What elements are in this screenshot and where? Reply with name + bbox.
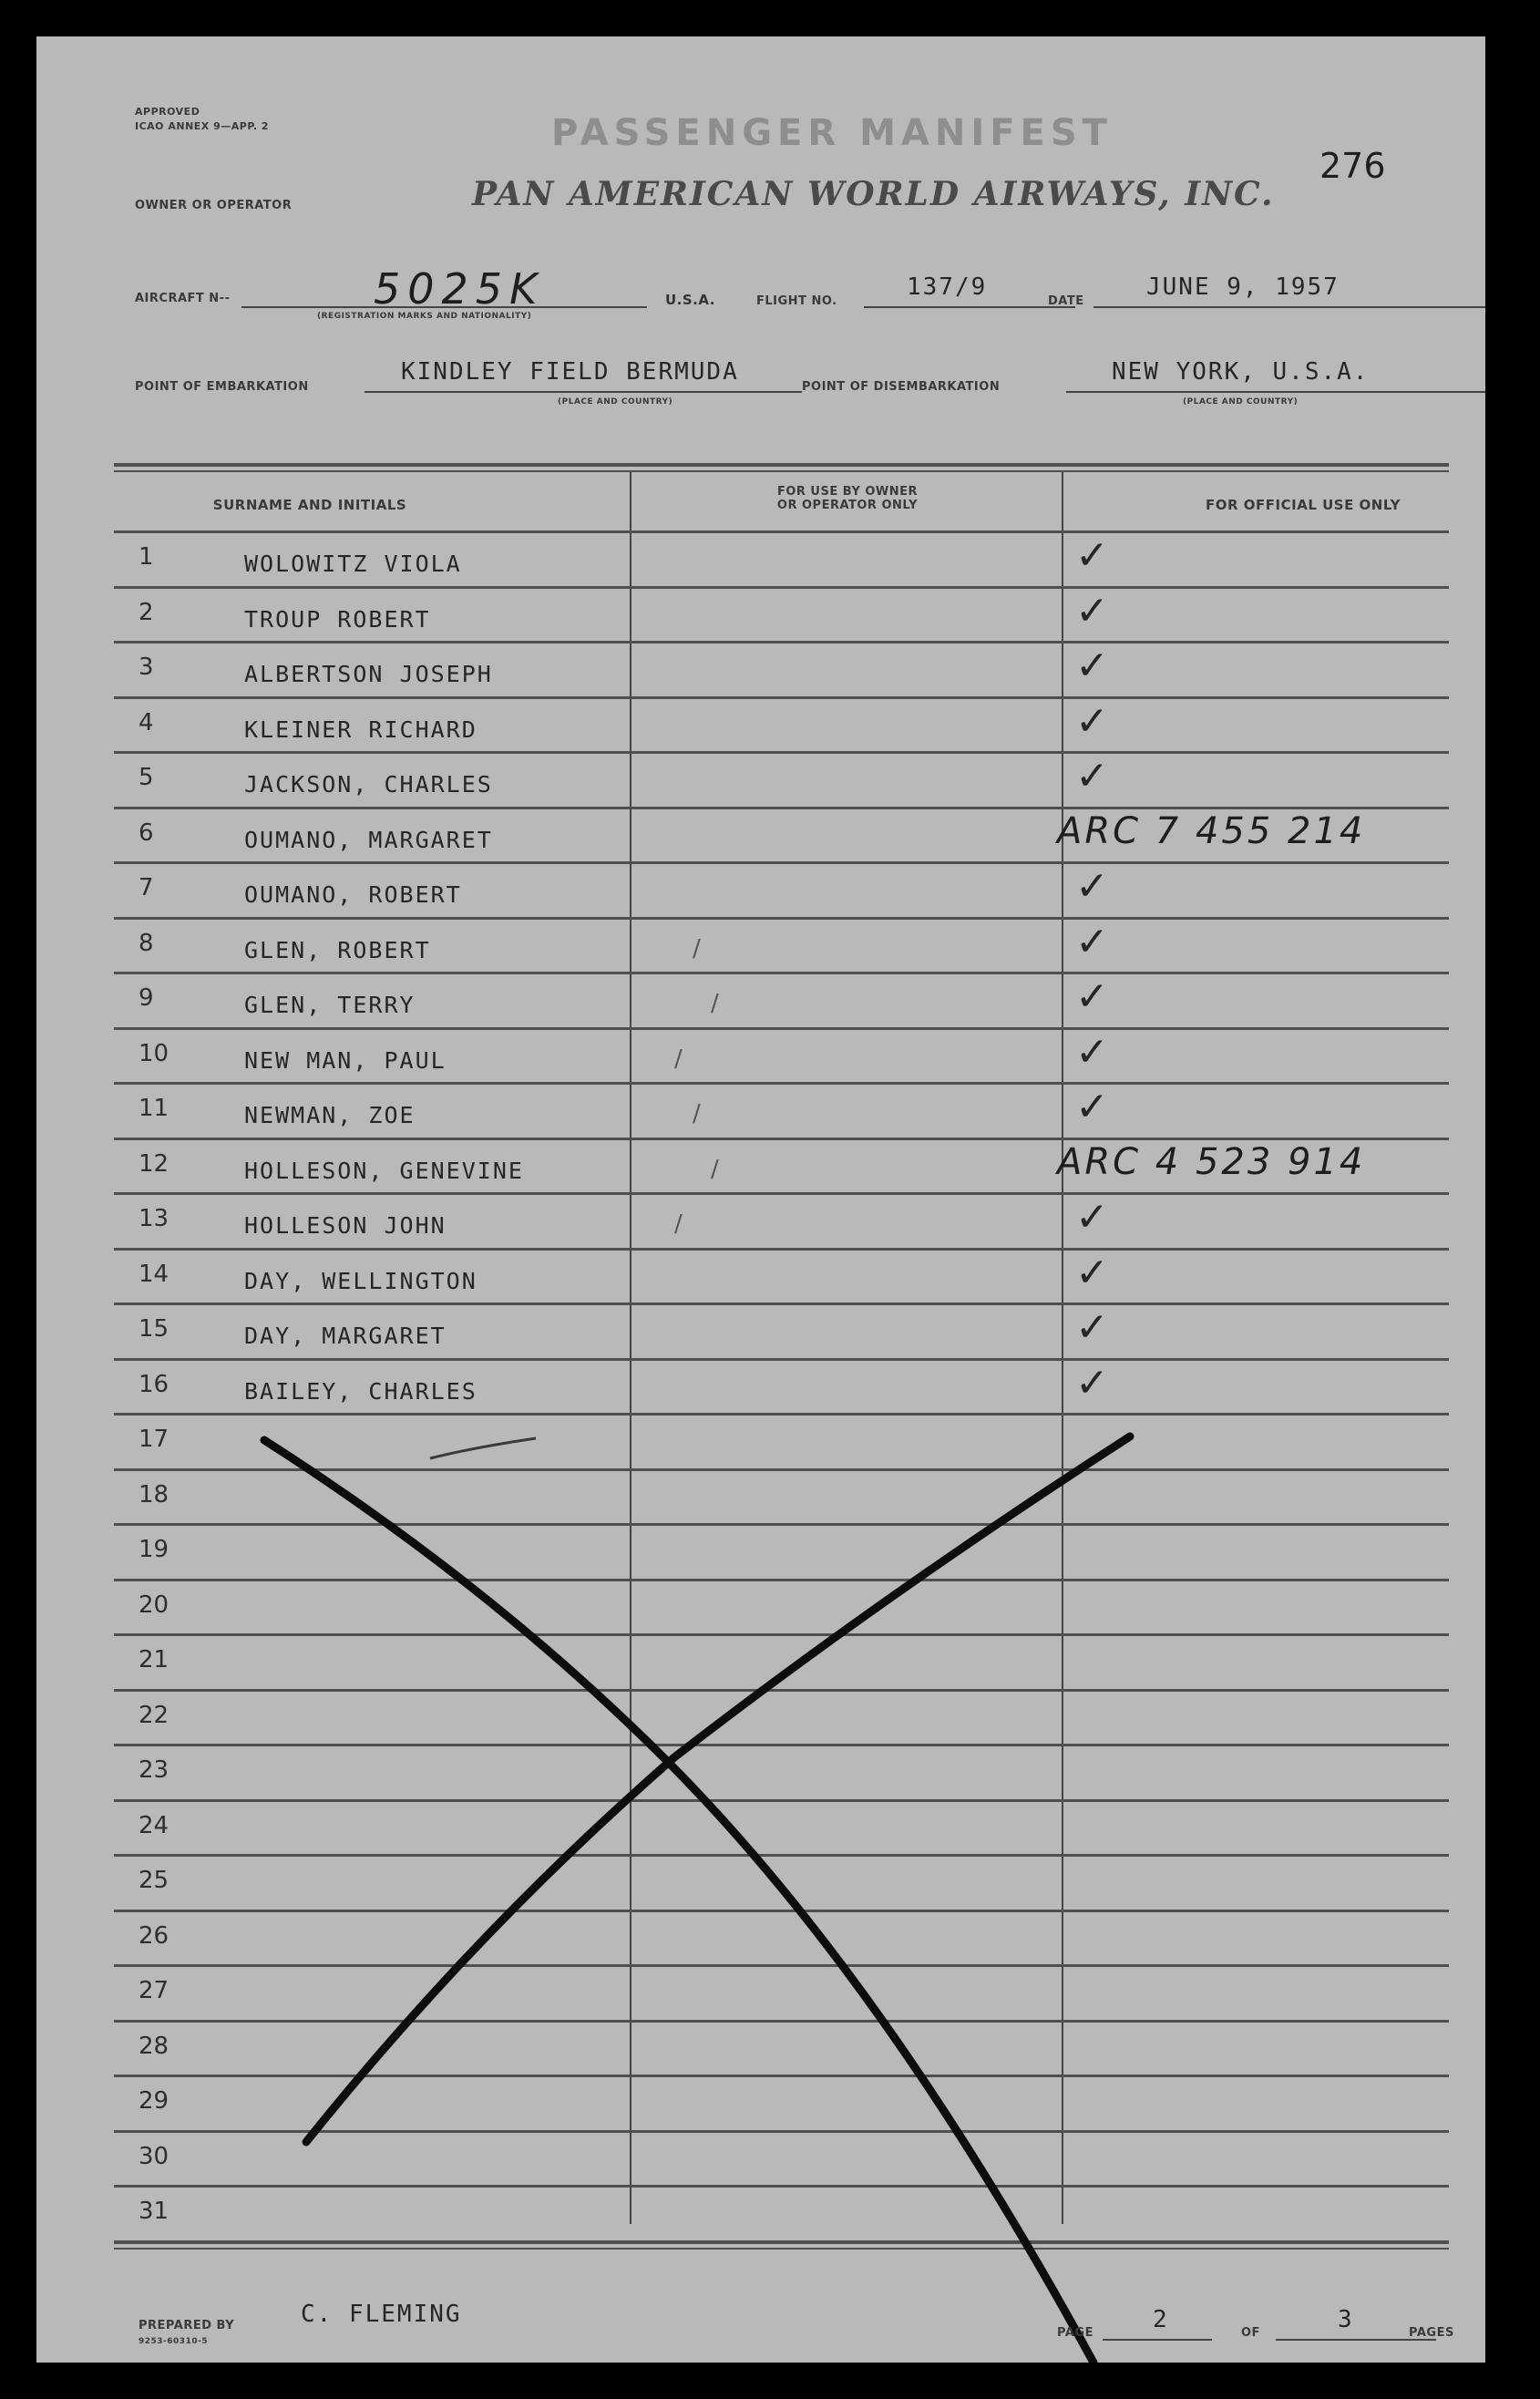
column-header-owner-2: OR OPERATOR ONLY <box>776 499 919 512</box>
row-number: 13 <box>139 1205 169 1232</box>
aircraft-label: AIRCRAFT N-- <box>135 292 231 305</box>
row-number: 18 <box>139 1480 169 1508</box>
form-code: 9253-60310-5 <box>139 2337 209 2346</box>
row-number: 24 <box>139 1811 169 1839</box>
passenger-name: DAY, WELLINGTON <box>244 1267 477 1294</box>
official-check-mark: ✓ <box>1075 532 1109 579</box>
registration-country: U.S.A. <box>665 292 715 308</box>
row-number: 7 <box>139 874 154 901</box>
row-number: 27 <box>139 1977 169 2004</box>
passenger-name: GLEN, TERRY <box>244 992 416 1018</box>
passenger-name: JACKSON, CHARLES <box>244 771 493 798</box>
row-number: 20 <box>139 1591 169 1619</box>
row-number: 17 <box>139 1426 169 1453</box>
approval-line-1: APPROVED <box>135 106 200 118</box>
passenger-name: HOLLESON JOHN <box>244 1212 447 1239</box>
page-value: 2 <box>1153 2306 1169 2333</box>
pages-label: PAGES <box>1409 2326 1454 2340</box>
row-number: 1 <box>139 543 154 571</box>
row-number: 31 <box>139 2198 169 2225</box>
prepared-by-value: C. FLEMING <box>301 2301 462 2328</box>
owner-check-mark: / <box>711 1155 719 1183</box>
row-number: 8 <box>139 929 154 957</box>
disembark-label: POINT OF DISEMBARKATION <box>802 380 1001 394</box>
official-check-mark: ✓ <box>1075 753 1109 799</box>
official-check-mark: ✓ <box>1075 587 1109 634</box>
approval-line-2: ICAO ANNEX 9—APP. 2 <box>135 120 270 132</box>
official-check-mark: ✓ <box>1075 1028 1109 1076</box>
owner-check-mark: / <box>693 1100 701 1127</box>
official-arc-number: ARC 7 455 214 <box>1057 809 1366 852</box>
flight-value: 137/9 <box>907 273 988 301</box>
of-label: OF <box>1241 2326 1260 2340</box>
official-check-mark: ✓ <box>1075 697 1109 745</box>
row-number: 25 <box>139 1867 169 1894</box>
official-arc-number: ARC 4 523 914 <box>1057 1140 1366 1183</box>
row-number: 16 <box>139 1370 169 1398</box>
page-title: PASSENGER MANIFEST <box>551 112 1113 154</box>
passenger-name: GLEN, ROBERT <box>244 936 431 963</box>
row-number: 26 <box>139 1921 169 1950</box>
passenger-name: BAILEY, CHARLES <box>244 1377 477 1405</box>
row-number: 14 <box>139 1260 169 1288</box>
row-number: 29 <box>139 2087 169 2115</box>
passenger-name: OUMANO, ROBERT <box>244 881 462 908</box>
owner-check-mark: / <box>693 934 701 963</box>
row-number: 9 <box>139 984 154 1012</box>
official-check-mark: ✓ <box>1075 1194 1109 1241</box>
row-number: 5 <box>139 764 154 791</box>
owner-label: OWNER OR OPERATOR <box>135 199 293 212</box>
row-number: 11 <box>139 1095 169 1122</box>
column-header-official: FOR OFFICIAL USE ONLY <box>1206 497 1401 513</box>
passenger-name: OUMANO, MARGARET <box>244 826 493 853</box>
owner-check-mark: / <box>674 1045 683 1073</box>
disembark-caption: (PLACE AND COUNTRY) <box>1183 397 1299 407</box>
registration-caption: (REGISTRATION MARKS AND NATIONALITY) <box>317 312 532 321</box>
row-number: 10 <box>139 1039 169 1067</box>
official-check-mark: ✓ <box>1075 918 1109 965</box>
of-value: 3 <box>1338 2306 1354 2333</box>
row-number: 21 <box>139 1646 169 1673</box>
owner-check-mark: / <box>674 1210 683 1238</box>
column-header-owner-1: FOR USE BY OWNER <box>776 485 919 499</box>
row-number: 12 <box>139 1149 169 1178</box>
row-number: 6 <box>139 819 154 847</box>
manifest-sheet <box>36 36 1485 2363</box>
row-number: 22 <box>139 1701 169 1729</box>
passenger-name: NEW MAN, PAUL <box>244 1046 447 1074</box>
aircraft-value: 5025K <box>374 264 545 314</box>
official-check-mark: ✓ <box>1075 1304 1109 1351</box>
prepared-by-label: PREPARED BY <box>139 2319 235 2332</box>
cancellation-x-mark <box>36 36 1485 2363</box>
disembark-value: NEW YORK, U.S.A. <box>1112 358 1370 386</box>
flight-label: FLIGHT NO. <box>756 294 837 308</box>
date-label: DATE <box>1048 294 1084 308</box>
owner-value: PAN AMERICAN WORLD AIRWAYS, INC. <box>472 175 1275 213</box>
passenger-name: DAY, MARGARET <box>244 1323 447 1349</box>
row-number: 15 <box>139 1315 169 1343</box>
official-check-mark: ✓ <box>1075 1359 1109 1406</box>
embark-value: KINDLEY FIELD BERMUDA <box>401 358 739 386</box>
row-number: 19 <box>139 1536 169 1563</box>
passenger-name: NEWMAN, ZOE <box>244 1102 416 1128</box>
passenger-name: KLEINER RICHARD <box>244 716 477 743</box>
official-check-mark: ✓ <box>1075 643 1109 689</box>
official-check-mark: ✓ <box>1075 973 1109 1020</box>
embark-caption: (PLACE AND COUNTRY) <box>558 397 673 407</box>
column-header-surname: SURNAME AND INITIALS <box>212 497 407 513</box>
row-number: 23 <box>139 1756 169 1784</box>
row-number: 30 <box>139 2142 169 2170</box>
embark-label: POINT OF EMBARKATION <box>135 380 309 394</box>
page-reference-number: 276 <box>1319 146 1386 186</box>
passenger-name: TROUP ROBERT <box>244 605 431 633</box>
passenger-name: ALBERTSON JOSEPH <box>244 661 493 687</box>
passenger-name: WOLOWITZ VIOLA <box>244 551 462 577</box>
official-check-mark: ✓ <box>1075 1084 1109 1130</box>
row-number: 28 <box>139 2032 169 2060</box>
official-check-mark: ✓ <box>1075 1249 1109 1296</box>
date-value: JUNE 9, 1957 <box>1146 273 1340 301</box>
page-label: PAGE <box>1057 2326 1093 2340</box>
row-number: 2 <box>139 598 154 626</box>
row-number: 4 <box>139 708 154 736</box>
row-number: 3 <box>139 654 154 681</box>
passenger-name: HOLLESON, GENEVINE <box>244 1157 524 1184</box>
official-check-mark: ✓ <box>1075 863 1109 910</box>
owner-check-mark: / <box>711 990 719 1017</box>
